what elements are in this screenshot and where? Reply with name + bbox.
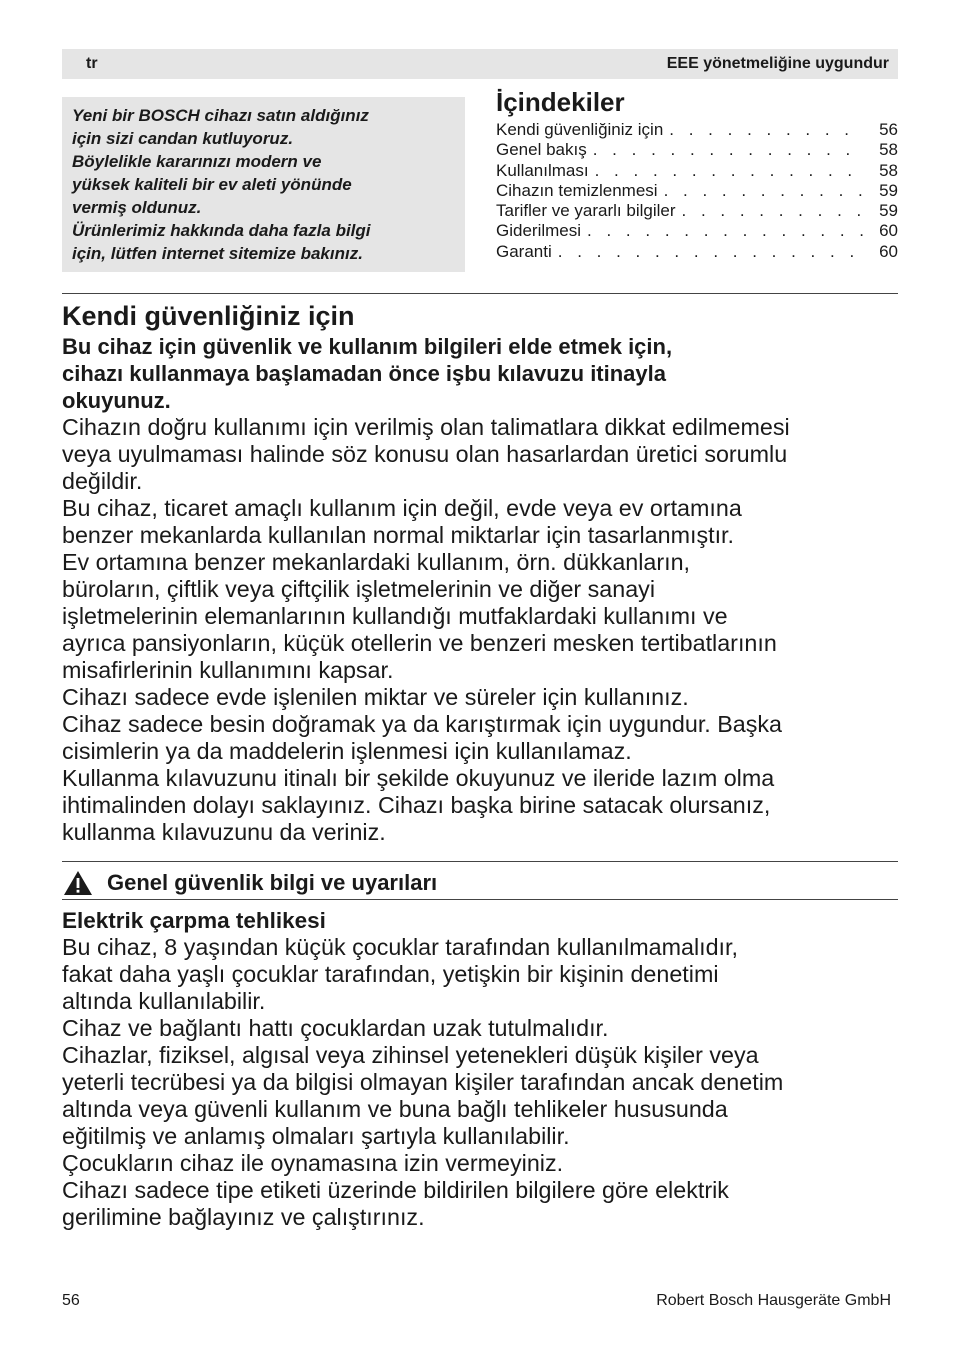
body-line: Ev ortamına benzer mekanlardaki kullanım, örn. dükkanların, bbox=[62, 549, 691, 575]
body-line: ihtimalinden dolayı saklayınız. Cihazı başka birine satacak olursanız, bbox=[62, 792, 771, 818]
lead-line: okuyunuz. bbox=[62, 388, 171, 413]
toc-leader-dots bbox=[552, 242, 864, 262]
body-line: misafirlerinin kullanımını kapsar. bbox=[62, 657, 394, 683]
toc-item-page: 56 bbox=[879, 120, 898, 139]
toc-leader-dots bbox=[587, 140, 864, 160]
lead-line: cihazı kullanmaya başlamadan önce işbu kılavuzu itinayla bbox=[62, 361, 667, 386]
intro-line: Böylelikle kararınızı modern ve bbox=[72, 152, 322, 171]
page-number: 56 bbox=[62, 1292, 80, 1309]
warning-rule-bottom bbox=[62, 899, 898, 900]
toc-item-label: Garanti bbox=[496, 241, 552, 261]
body-line: Cihaz ve bağlantı hattı çocuklardan uzak tutulmalıdır. bbox=[62, 1015, 609, 1041]
body-line: ayrıca pansiyonların, küçük otellerin ve benzeri mesken tertibatlarının bbox=[62, 630, 777, 656]
toc-item-label: Tarifler ve yararlı bilgiler bbox=[496, 201, 676, 221]
toc-item-page: 58 bbox=[879, 140, 898, 160]
toc-leader-dots bbox=[581, 221, 864, 241]
toc-leader-dots bbox=[658, 181, 864, 201]
page-header bbox=[62, 49, 898, 79]
body-line: büroların, çiftlik veya çiftçilik işletmelerinin ve diğer sanayi bbox=[62, 576, 656, 602]
toc-item[interactable] bbox=[496, 120, 898, 140]
body-line: işletmelerinin elemanlarının kullandığı mutfaklardaki kullanımı ve bbox=[62, 603, 728, 629]
section-divider bbox=[62, 293, 898, 294]
intro-box bbox=[62, 97, 465, 272]
body-line: Kullanma kılavuzunu itinalı bir şekilde okuyunuz ve ileride lazım olma bbox=[62, 765, 775, 791]
toc-item[interactable] bbox=[496, 181, 898, 201]
toc-leader-dots bbox=[589, 161, 864, 181]
body-line: cisimlerin ya da maddelerin işlenmesi için kullanılamaz. bbox=[62, 738, 632, 764]
body-line: fakat daha yaşlı çocuklar tarafından, yetişkin bir kişinin denetimi bbox=[62, 961, 719, 987]
body-line: gerilimine bağlayınız ve çalıştırınız. bbox=[62, 1204, 425, 1230]
body-line: altında veya güvenli kullanım ve buna bağlı tehlikeler hususunda bbox=[62, 1096, 728, 1122]
body-line: Çocukların cihaz ile oynamasına izin vermeyiniz. bbox=[62, 1150, 564, 1176]
toc-item-page: 60 bbox=[879, 221, 898, 241]
lead-line: Bu cihaz için güvenlik ve kullanım bilgileri elde etmek için, bbox=[62, 334, 673, 359]
body-line: eğitilmiş ve anlamış olmaları şartıyla kullanılabilir. bbox=[62, 1123, 570, 1149]
toc-item-page: 58 bbox=[879, 160, 898, 180]
intro-line: vermiş oldunuz. bbox=[72, 198, 202, 217]
toc-item[interactable] bbox=[496, 221, 898, 241]
toc-item-label: Cihazın temizlenmesi bbox=[496, 180, 658, 200]
body-line: Cihaz sadece besin doğramak ya da karıştırmak için uygundur. Başka bbox=[62, 711, 782, 737]
toc-item-label: Giderilmesi bbox=[496, 221, 582, 241]
toc-item-label: Kendi güvenliğiniz için bbox=[496, 120, 664, 139]
body-line: Cihazın doğru kullanımı için verilmiş olan talimatlara dikkat edilmemesi bbox=[62, 414, 790, 440]
body-line: Cihazı sadece tipe etiketi üzerinde bildirilen bilgilere göre elektrik bbox=[62, 1177, 729, 1203]
toc-item-page: 60 bbox=[879, 241, 898, 261]
toc-item[interactable] bbox=[496, 140, 898, 160]
compliance-note: EEE yönetmeliğine uygundur bbox=[666, 55, 889, 72]
warning-heading bbox=[62, 867, 898, 899]
company-name: Robert Bosch Hausgeräte GmbH bbox=[656, 1292, 891, 1309]
body-line: Bu cihaz, ticaret amaçlı kullanım için değil, evde veya ev ortamına bbox=[62, 495, 742, 521]
toc-item[interactable] bbox=[496, 161, 898, 181]
body-line: Cihazı sadece evde işlenilen miktar ve süreler için kullanınız. bbox=[62, 684, 689, 710]
body-line: yeterli tecrübesi ya da bilgisi olmayan kişiler tarafından ancak denetim bbox=[62, 1069, 784, 1095]
body-line: değildir. bbox=[62, 468, 143, 494]
warning-title: Genel güvenlik bilgi ve uyarıları bbox=[107, 870, 438, 895]
intro-line: Ürünlerimiz hakkında daha fazla bilgi bbox=[72, 221, 371, 240]
subsection-title: Elektrik çarpma tehlikesi bbox=[62, 908, 326, 933]
intro-line: Yeni bir BOSCH cihazı satın aldığınız bbox=[72, 106, 369, 125]
toc-leader-dots bbox=[676, 201, 865, 221]
electric-shock-section bbox=[62, 907, 898, 1231]
toc-item-label: Genel bakış bbox=[496, 140, 587, 160]
safety-section bbox=[62, 299, 898, 846]
toc-item[interactable] bbox=[496, 201, 898, 221]
body-line: kullanma kılavuzunu da veriniz. bbox=[62, 819, 386, 845]
body-line: Cihazlar, fiziksel, algısal veya zihinsel yetenekleri düşük kişiler veya bbox=[62, 1042, 759, 1068]
body-line: benzer mekanlarda kullanılan normal miktarlar için tasarlanmıştır. bbox=[62, 522, 735, 548]
toc-title: İçindekiler bbox=[496, 87, 625, 117]
table-of-contents bbox=[496, 85, 898, 262]
language-code: tr bbox=[86, 55, 98, 72]
body-line: veya uyulmaması halinde söz konusu olan hasarlardan üretici sorumlu bbox=[62, 441, 788, 467]
section-title: Kendi güvenliğiniz için bbox=[62, 301, 355, 331]
toc-item[interactable] bbox=[496, 242, 898, 262]
toc-item-page: 59 bbox=[879, 180, 898, 200]
toc-item-page: 59 bbox=[879, 201, 898, 221]
toc-leader-dots bbox=[663, 120, 864, 140]
intro-line: yüksek kaliteli bir ev aleti yönünde bbox=[72, 175, 352, 194]
body-line: altında kullanılabilir. bbox=[62, 988, 266, 1014]
intro-line: için, lütfen internet sitemize bakınız. bbox=[72, 244, 363, 263]
warning-rule-top bbox=[62, 861, 898, 862]
body-line: Bu cihaz, 8 yaşından küçük çocuklar tarafından kullanılmamalıdır, bbox=[62, 934, 738, 960]
warning-triangle-icon bbox=[63, 870, 93, 896]
intro-line: için sizi candan kutluyoruz. bbox=[72, 129, 294, 148]
toc-item-label: Kullanılması bbox=[496, 160, 589, 180]
